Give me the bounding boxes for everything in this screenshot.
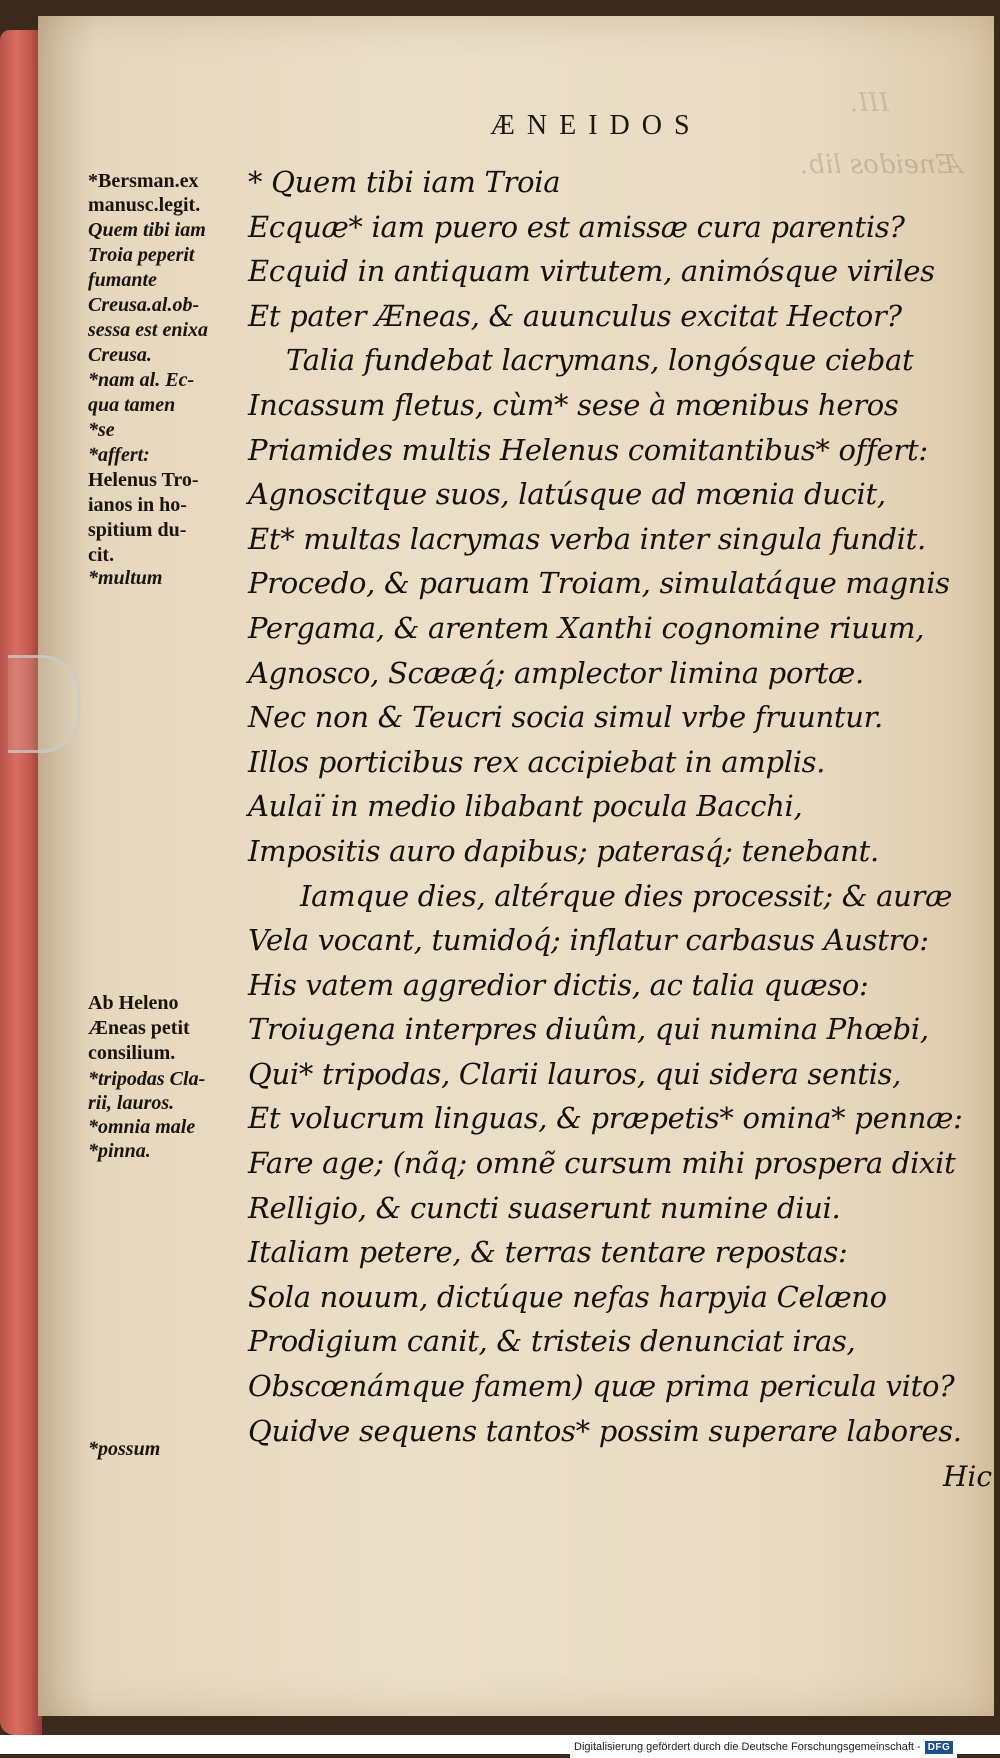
verse-line: Agnosco, Scææq́; amplector limina portæ. [248,655,864,690]
verse-line: Iamque dies, altérque dies processit; & auræ [300,878,953,913]
verse-line: Italiam petere, & terras tentare repostas: [248,1235,848,1270]
margin-note: Ab Heleno [88,992,179,1014]
verse-line: Procedo, & paruam Troiam, simulatáque magnis [248,566,950,601]
show-through-text-2: III. [850,88,890,118]
page-clip [8,655,81,753]
verse-line: Vela vocant, tumidoq́; inflatur carbasus Austro: [248,923,929,958]
verse-line: Prodigium canit, & tristeis denunciat iras, [248,1324,856,1359]
verse-line: Priamides multis Helenus comitantibus* offert: [248,432,928,467]
margin-note: *possum [88,1438,161,1460]
margin-note: cit. [88,544,115,566]
verse-line: Sola nouum, dictúque nefas harpyia Celæno [248,1279,887,1314]
verse-line: Fare age; (nãq; omnẽ cursum mihi prospera dixit [248,1146,956,1181]
book-fore-edge [0,30,42,1735]
credit-text: Digitalisierung gefördert durch die Deutsche Forschungsgemeinschaft - [574,1741,921,1753]
margin-note: Creusa.al.ob- [88,294,200,316]
verse-line: Nec non & Teucri socia simul vrbe fruuntur. [248,700,883,735]
margin-note: rii, lauros. [88,1092,175,1114]
running-head: ÆNEIDOS [490,110,702,141]
margin-note: Troia peperit [88,244,195,266]
verse-line: Et pater Æneas, & auunculus excitat Hector? [248,298,902,333]
verse-line: Qui* tripodas, Clarii lauros, qui sidera sentis, [248,1056,902,1091]
verse-line: Troiugena interpres diuûm, qui numina Phœbi, [248,1012,929,1047]
verse-line: Ecquæ* iam puero est amissæ cura parentis? [248,209,905,244]
margin-note: Helenus Tro- [88,469,199,491]
margin-note: Creusa. [88,344,152,366]
margin-note: *affert: [88,444,150,466]
margin-note: *nam al. Ec- [88,369,195,391]
verse-line: Et* multas lacrymas verba inter singula fundit. [248,521,926,556]
margin-note: sessa est enixa [88,319,208,341]
show-through-text: Æneidos lib. [800,150,962,180]
verse-list [248,160,993,1453]
margin-note: *pinna. [88,1140,151,1162]
verse-line: Talia fundebat lacrymans, longósque ciebat [286,343,914,378]
verse-line: Obscœnámque famem) quæ prima pericula vito? [248,1369,955,1404]
verse-line: Aulaï in medio libabant pocula Bacchi, [248,789,803,824]
margin-note: ianos in ho- [88,494,187,516]
margin-note: fumante [88,269,157,291]
margin-note: Æneas petit [88,1017,190,1039]
verse-line: Quidve sequens tantos* possim superare labores. [248,1413,962,1448]
margin-note: *tripodas Cla- [88,1068,206,1090]
margin-note: consilium. [88,1042,176,1064]
verse-line: Illos porticibus rex accipiebat in amplis. [248,744,826,779]
verse-line: Agnoscitque suos, latúsque ad mœnia ducit, [248,477,886,512]
verse-line: * Quem tibi iam Troia [248,165,561,199]
verse-line: Incassum fletus, cùm* sese à mœnibus heros [248,387,899,422]
margin-note: spitium du- [88,519,187,541]
margin-note: *multum [88,567,163,589]
verse-line: Relligio, & cuncti suaserunt numine diui. [248,1190,841,1225]
margin-note: manusc.legit. [88,194,201,216]
catchword: Hic [943,1460,993,1493]
digitization-credit [570,1736,957,1758]
verse-line: His vatem aggredior dictis, ac talia quæso: [248,967,869,1002]
margin-note: *se [88,419,115,441]
margin-note: *Bersman.ex [88,170,199,192]
verse-line: Impositis auro dapibus; paterasq́; tenebant. [248,833,879,868]
margin-note: *omnia male [88,1116,196,1138]
verse-line: Et volucrum linguas, & præpetis* omina* pennæ: [248,1101,963,1136]
dfg-logo: DFG [925,1741,954,1754]
verse-line: Ecquid in antiquam virtutem, animósque viriles [248,254,935,289]
margin-note: qua tamen [88,394,176,416]
verse-line: Pergama, & arentem Xanthi cognomine riuum, [248,610,925,645]
margin-note: Quem tibi iam [88,219,206,241]
